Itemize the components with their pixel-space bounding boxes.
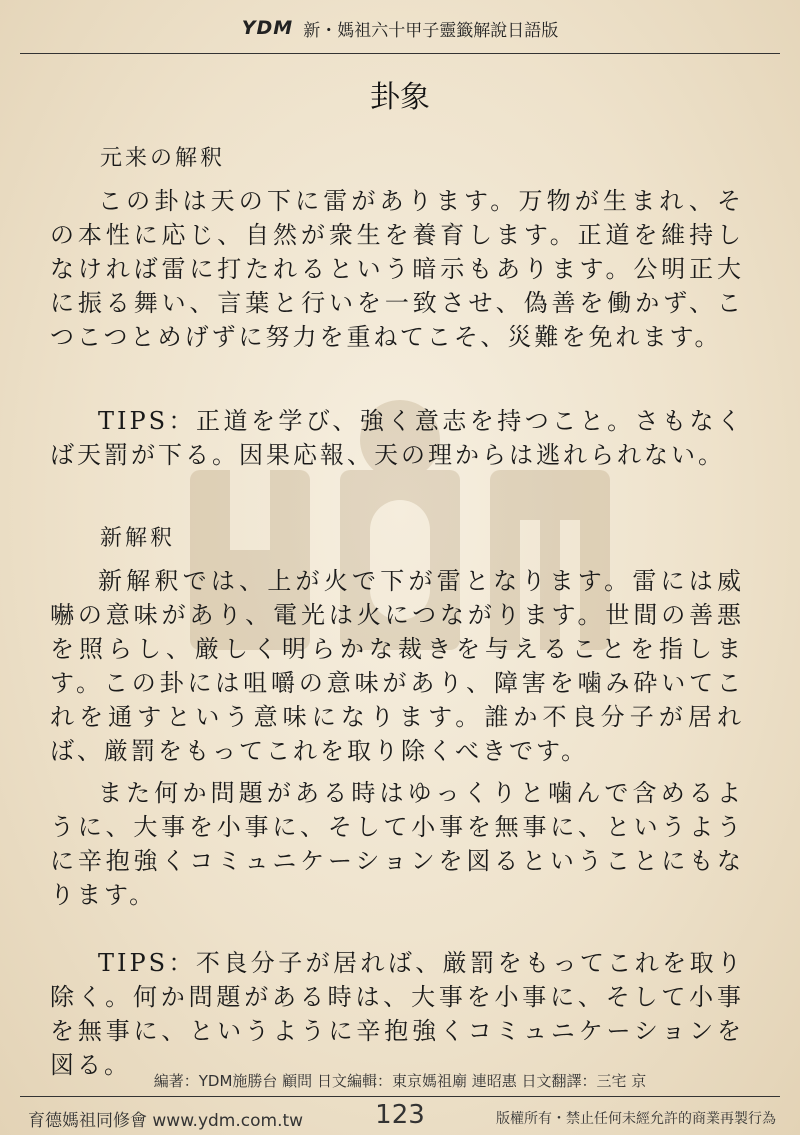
copyright-notice: 版權所有・禁止任何未經允許的商業再製行為: [496, 1111, 776, 1127]
page-title: 卦象: [370, 80, 430, 115]
page-number: 123: [375, 1100, 425, 1130]
original-interpretation-text: この卦は天の下に雷があります。万物が生まれ、その本性に応じ、自然が衆生を養育します。正道を維持しなければ雷に打たれるという暗示もあります。公明正大に振る舞い、言葉と行いを一致させ、偽善を働かず、こつこつとめげずに努力を重ねてこそ、災難を免れます。: [50, 187, 744, 351]
credits-line: 編著：YDM施勝台 顧問 日文編輯：東京媽祖廟 連昭惠 日文翻譯：三宅 京: [153, 1072, 647, 1090]
main-content: [50, 142, 744, 1082]
new-interpretation-text-1: 新解釈では、上が火で下が雷となります。雷には威嚇の意味があり、電光は火につながります。世間の善悪を照らし、厳しく明らかな裁きを与えることを指します。この卦には咀嚼の意味があり、障害を噛み砕いてこれを通すという意味になります。誰か不良分子が居れば、厳罰をもってこれを取り除くべきです。: [50, 567, 744, 765]
ydm-logo: YDM: [241, 17, 294, 39]
page-footer: [0, 1100, 800, 1132]
new-interpretation-heading: 新解釈: [100, 526, 176, 551]
header-divider: [20, 53, 780, 54]
header-title: 新・媽祖六十甲子靈籤解說日語版: [303, 20, 559, 41]
tips-original: TIPS：正道を学び、強く意志を持つこと。さもなくば天罰が下る。因果応報、天の理からは逃れられない。: [50, 407, 744, 469]
new-interpretation-text-2: また何か問題がある時はゆっくりと噛んで含めるように、大事を小事に、そして小事を無事に、というように辛抱強くコミュニケーションを図るということにもなります。: [50, 779, 744, 909]
footer-divider: [20, 1096, 780, 1097]
footer-site: 育德媽祖同修會 www.ydm.com.tw: [28, 1111, 304, 1131]
page-header: [0, 0, 800, 56]
original-interpretation-heading: 元来の解釈: [100, 146, 226, 171]
tips-new: TIPS：不良分子が居れば、厳罰をもってこれを取り除く。何か問題がある時は、大事を小事に、そして小事を無事に、というように辛抱強くコミュニケーションを図る。: [50, 949, 744, 1079]
